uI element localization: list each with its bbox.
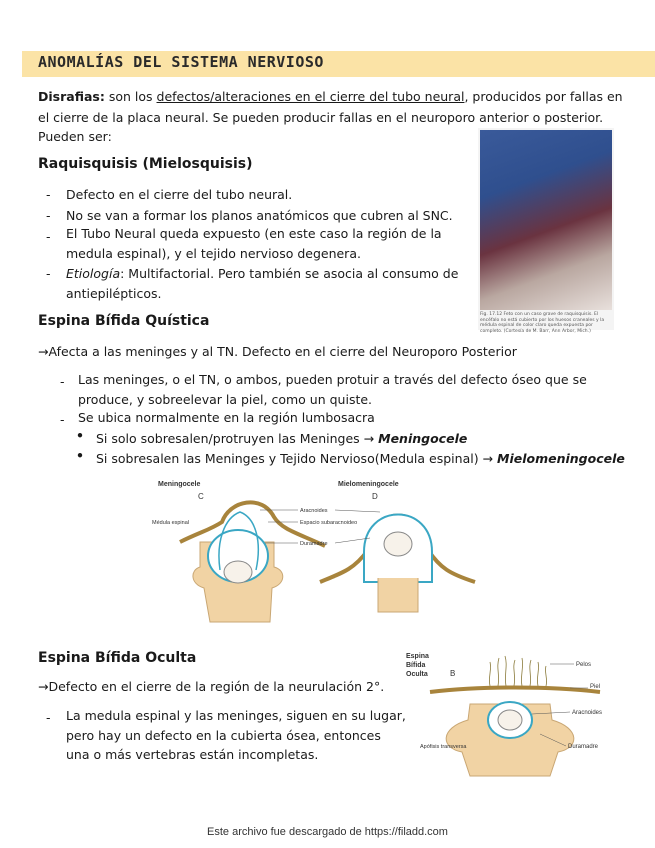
label-apofisis: Apófisis transversa <box>420 744 467 750</box>
bullet2-text: Si sobresalen las Meninges y Tejido Nervioso(Medula espinal) → <box>96 451 494 466</box>
raq-item-4b: antiepilépticos. <box>66 286 162 301</box>
label-piel: Piel <box>590 684 601 690</box>
etiologia-term: Etiología <box>66 266 121 281</box>
intro-line-2: el cierre de la placa neural. Se pueden producir fallas en el neuroporo anterior o posterior. <box>38 110 604 125</box>
dash-marker: - <box>46 208 51 223</box>
espina-oculta-diagram <box>400 648 630 788</box>
quistica-item-2: Se ubica normalmente en la región lumbosacra <box>78 410 375 425</box>
letter-c: C <box>198 492 204 501</box>
quistica-heading: Espina Bífida Quística <box>38 313 210 329</box>
label-medula: Médula espinal <box>152 520 189 526</box>
label-meningocele: Meningocele <box>158 481 201 488</box>
photo-caption: Fig. 17.12 Feto con un caso grave de raquisquisis. El encéfalo no está cubierto por los huesos craneales y la médula espinal de color claro queda expuesta por completo. (Cortesía de M. Barr, Ann Arbor, Mich.) <box>480 312 605 334</box>
hair-strands <box>489 656 546 686</box>
label-pelos: Pelos <box>576 662 592 668</box>
oculta-title-2: Bífida <box>406 662 426 669</box>
bullet-marker: • <box>76 448 84 463</box>
quistica-item-1b: produce, y sobreelevar la piel, como un quiste. <box>78 392 373 407</box>
oculta-arrow-line: →Defecto en el cierre de la región de la neurulación 2°. <box>38 679 385 694</box>
raq-item-2: No se van a formar los planos anatómicos que cubren al SNC. <box>66 208 453 223</box>
dash-marker: - <box>46 187 51 202</box>
oculta-heading: Espina Bífida Oculta <box>38 650 197 666</box>
bullet-marker: • <box>76 428 84 443</box>
raq-item-4 <box>66 264 458 283</box>
bullet1-text: Si solo sobresalen/protruyen las Meninges → <box>96 431 375 446</box>
intro-line-3: Pueden ser: <box>38 129 112 144</box>
meningocele-diagram <box>150 472 480 630</box>
oculta-title-3: Oculta <box>406 671 428 678</box>
quistica-item-1: Las meninges, o el TN, o ambos, pueden protuir a través del defecto óseo que se <box>78 372 587 387</box>
intro-pre: son los <box>108 89 153 104</box>
page-title: ANOMALÍAS DEL SISTEMA NERVIOSO <box>38 53 324 71</box>
oculta-item-1b: pero hay un defecto en la cubierta ósea, entonces <box>66 728 381 743</box>
intro-term: Disrafias: <box>38 89 105 104</box>
raq-item-3: El Tubo Neural queda expuesto (en este caso la región de la <box>66 226 442 241</box>
oculta-item-1c: una o más vertebras están incompletas. <box>66 747 319 762</box>
footer-text: Este archivo fue descargado de https://filadd.com <box>207 826 448 838</box>
label-aracnoides: Aracnoides <box>300 508 328 514</box>
dash-marker: - <box>60 374 65 389</box>
dash-marker: - <box>60 412 65 427</box>
oculta-title-1: Espina <box>406 653 429 660</box>
dash-marker: - <box>46 229 51 244</box>
raq-item-3b: medula espinal), y el tejido nervioso degenera. <box>66 246 361 261</box>
intro-post: , producidos por fallas en <box>464 89 623 104</box>
label-espacio: Espacio subaracnoideo <box>300 520 358 526</box>
mielomeningocele-figure <box>320 515 475 613</box>
dash-marker: - <box>46 710 51 725</box>
raquisquisis-photo <box>478 128 614 330</box>
intro-line-1 <box>38 87 628 106</box>
bullet-mielomeningocele <box>96 449 625 468</box>
mielomeningocele-term: Mielomeningocele <box>497 451 625 466</box>
intro-link: defectos/alteraciones en el cierre del tubo neural <box>156 89 465 104</box>
label-mielomeningocele: Mielomeningocele <box>338 481 399 488</box>
dash-marker: - <box>46 266 51 281</box>
oculta-item-1: La medula espinal y las meninges, siguen en su lugar, <box>66 708 406 723</box>
label-duramadre-2: Duramadre <box>568 744 599 750</box>
label-aracnoides-2: Aracnoides <box>572 710 603 716</box>
raquisquisis-heading: Raquisquisis (Mielosquisis) <box>38 156 253 172</box>
quistica-arrow-line: →Afecta a las meninges y al TN. Defecto en el cierre del Neuroporo Posterior <box>38 344 517 359</box>
bullet-meningocele <box>96 429 467 448</box>
etiologia-text: : Multifactorial. Pero también se asocia al consumo de <box>120 266 459 281</box>
letter-b: B <box>450 669 456 678</box>
meningocele-term: Meningocele <box>378 431 468 446</box>
raq-item-1: Defecto en el cierre del tubo neural. <box>66 187 293 202</box>
label-duramadre: Duramadre <box>300 541 328 547</box>
fetus-image <box>480 130 612 310</box>
letter-d: D <box>372 492 378 501</box>
